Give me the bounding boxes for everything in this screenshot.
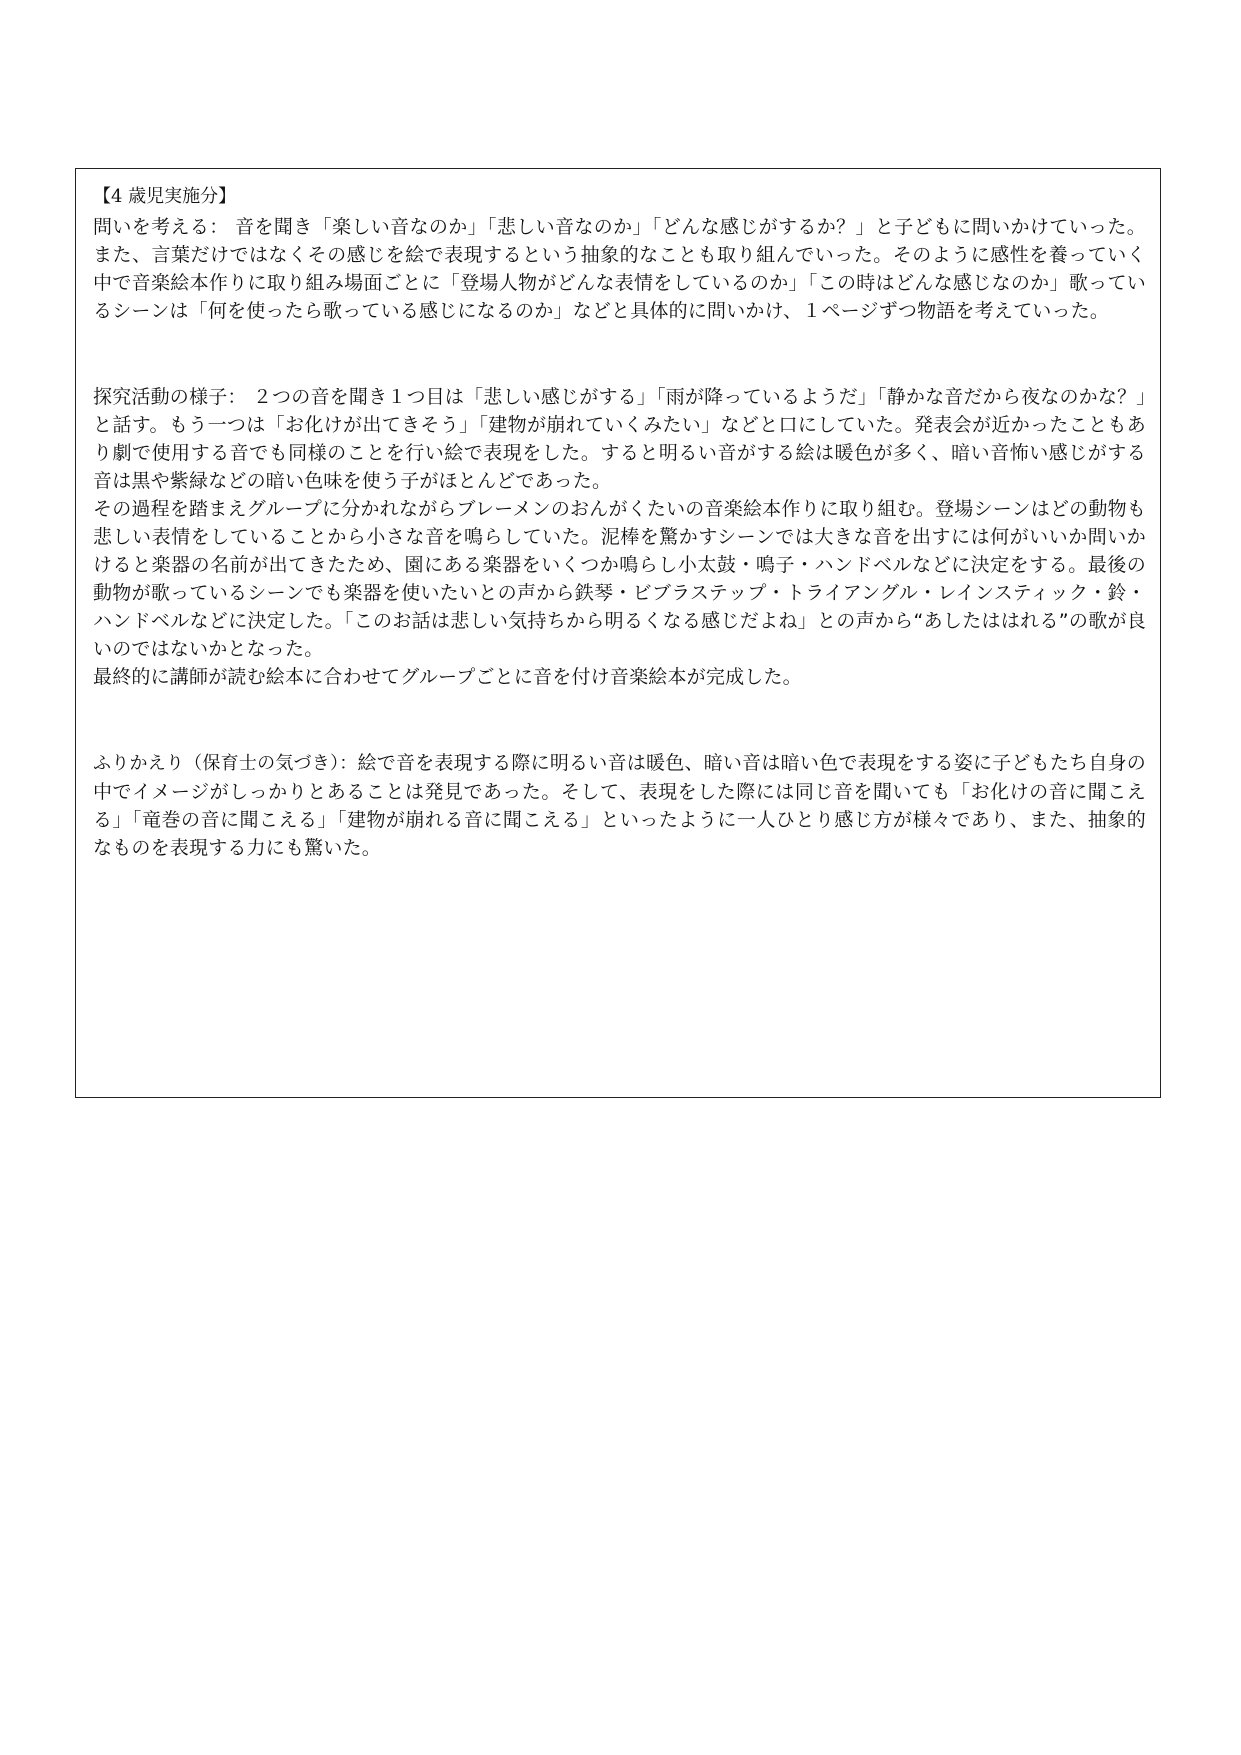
section-heading: 【4 歳児実施分】 [93,186,237,207]
reflection-paragraph [93,749,1146,862]
spacer [93,691,1146,749]
reflection-text: 絵で音を表現する際に明るい音は暖色、暗い音は暗い色で表現をする姿に子どもたち自身の中でイメージがしっかりとあることは発見であった。そして、表現をした際には同じ音を聞いても「お化けの音に聞こえる」「竜巻の音に聞こえる」「建物が崩れる音に聞こえる」といったように一人ひとり感じ方が様々であり、また、抽象的なものを表現する力にも驚いた。 [93,752,1147,859]
question-paragraph [93,213,1146,325]
report-box [75,168,1161,1098]
spacer [93,325,1146,383]
activity-paragraph-3: 最終的に講師が読む絵本に合わせてグループごとに音を付け音楽絵本が完成した。 [93,666,802,688]
activity-label: 探究活動の様子： [93,386,247,408]
reflection-label: ふりかえり（保育士の気づき）： [93,753,358,774]
question-label: 問いを考える： [93,216,229,238]
activity-text: ２つの音を聞き１つ目は「悲しい感じがする」「雨が降っているようだ」「静かな音だから夜なのかな？」と話す。もう一つは「お化けが出てきそう」「建物が崩れていくみたい」などと口にしていた。発表会が近かったこともあり劇で使用する音でも同様のことを行い絵で表現をした。すると明るい音がする絵は暖色が多く、暗い音怖い感じがする音は黒や紫緑などの暗い色味を使う子がほとんどであった。 [93,386,1146,492]
activity-paragraph-2: その過程を踏まえグループに分かれながらブレーメンのおんがくたいの音楽絵本作りに取り組む。登場シーンはどの動物も悲しい表情をしていることから小さな音を鳴らしていた。泥棒を驚かすシーンでは大きな音を出すには何がいいか問いかけると楽器の名前が出てきたため、園にある楽器をいくつか鳴らし小太鼓・鳴子・ハンドベルなどに決定をする。最後の動物が歌っているシーンでも楽器を使いたいとの声から鉄琴・ビブラステップ・トライアングル・レインスティック・鈴・ハンドベルなどに決定した。「このお話は悲しい気持ちから明るくなる感じだよね」との声から“あしたははれる”の歌が良いのではないかとなった。 [93,498,1146,660]
question-text: 音を聞き「楽しい音なのか」「悲しい音なのか」「どんな感じがするか？」と子どもに問いかけていった。また、言葉だけではなくその感じを絵で表現するという抽象的なことも取り組んでいった。そのように感性を養っていく中で音楽絵本作りに取り組み場面ごとに「登場人物がどんな表情をしているのか」「この時はどんな感じなのか」歌っているシーンは「何を使ったら歌っている感じになるのか」などと具体的に問いかけ、１ページずつ物語を考えていった。 [93,216,1146,322]
activity-paragraph [93,383,1146,495]
